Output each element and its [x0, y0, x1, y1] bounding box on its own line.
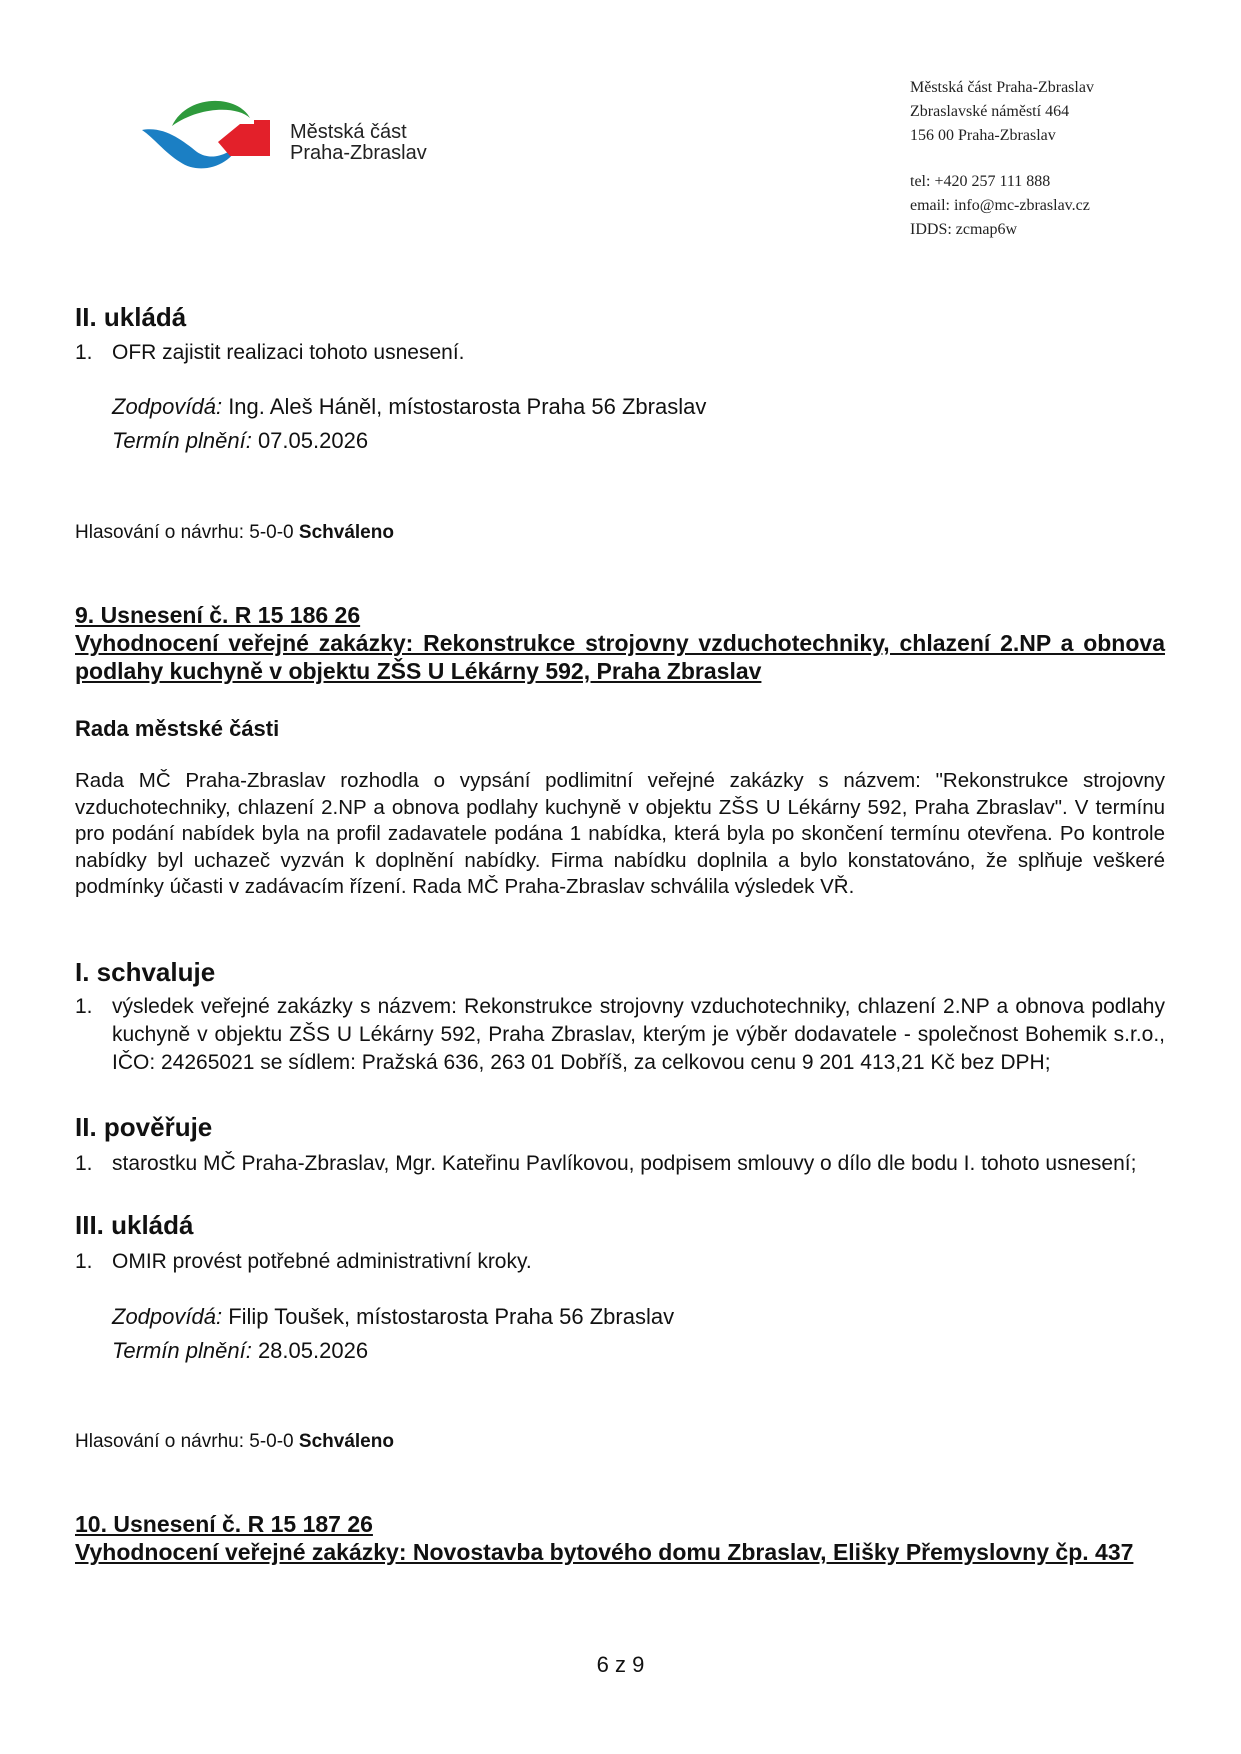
vote-line	[75, 522, 394, 544]
vote-result: Schváleno	[298, 522, 394, 543]
responsible-label: Zodpovídá:	[112, 1304, 223, 1329]
list-item-text: starostku MČ Praha-Zbraslav, Mgr. Kateřinu Pavlíkovou, podpisem smlouvy o dílo dle bodu I. tohoto usnesení;	[112, 1152, 1137, 1175]
list-item-number: 1.	[75, 995, 93, 1018]
list-item-number: 1.	[75, 341, 93, 364]
body-heading: Rada městské části	[75, 716, 280, 741]
logo-emblem-icon	[142, 96, 282, 176]
section-heading-approves: I. schvaluje	[75, 957, 216, 987]
deadline-label: Termín plnění:	[112, 428, 252, 453]
resolution-title: Vyhodnocení veřejné zakázky: Novostavba bytového domu Zbraslav, Elišky Přemyslovny čp. 437	[75, 1539, 1134, 1565]
section-heading-authorizes: II. pověřuje	[75, 1112, 213, 1142]
vote-result: Schváleno	[298, 1431, 394, 1452]
address-block	[910, 76, 1094, 242]
resolution-body-text: Rada MČ Praha-Zbraslav rozhodla o vypsání podlimitní veřejné zakázky s názvem: "Rekonstrukce strojovny vzduchotechniky, chlazení 2.NP a obnova podlahy kuchyně v objektu ZŠS U Lékárny 592, Praha Zbraslav". V termínu pro podání nabídek byla na profil zadavatele podána 1 nabídka, která byla po skončení termínu otevřena. Po kontrole nabídky byl uchazeč vyzván k doplnění nabídky. Firma nabídku doplnila a bylo konstatováno, že splňuje veškeré podmínky účasti v zadávacím řízení. Rada MČ Praha-Zbraslav schválila výsledek VŘ.	[75, 769, 1165, 898]
page-number: 6 z 9	[596, 1652, 645, 1677]
list-item-text: výsledek veřejné zakázky s názvem: Rekonstrukce strojovny vzduchotechniky, chlazení 2.NP a obnova podlahy kuchyně v objektu ZŠS U Lékárny 592, Praha Zbraslav, kterým je výběr dodavatele - společnost Bohemik s.r.o., IČO: 24265021 se sídlem: Pražská 636, 263 01 Dobříš, za celkovou cenu 9 201 413,21 Kč bez DPH;	[112, 995, 1165, 1074]
deadline-line	[112, 1336, 368, 1365]
address-line: 156 00 Praha-Zbraslav	[910, 127, 1056, 144]
logo-text-line2: Praha-Zbraslav	[290, 142, 427, 164]
responsible-value: Filip Toušek, místostarosta Praha 56 Zbraslav	[222, 1304, 675, 1329]
municipality-logo	[142, 96, 442, 176]
resolution-number: 9. Usnesení č. R 15 186 26	[75, 602, 361, 628]
deadline-value: 28.05.2026	[251, 1338, 369, 1363]
deadline-value: 07.05.2026	[251, 428, 369, 453]
list-item-number: 1.	[75, 1250, 93, 1273]
section-heading: II. ukládá	[75, 302, 187, 332]
contact-idds: IDDS: zcmap6w	[910, 221, 1018, 238]
vote-label: Hlasování o návrhu: 5-0-0	[75, 522, 299, 543]
list-item	[75, 1248, 1165, 1276]
contact-phone: tel: +420 257 111 888	[910, 173, 1051, 190]
list-item-text: OMIR provést potřebné administrativní kroky.	[112, 1250, 532, 1273]
logo-text	[290, 122, 427, 164]
responsible-line	[112, 392, 706, 421]
logo-text-line1: Městská část	[290, 121, 407, 143]
vote-label: Hlasování o návrhu: 5-0-0	[75, 1431, 299, 1452]
list-item	[75, 1150, 1165, 1178]
list-item-text: OFR zajistit realizaci tohoto usnesení.	[112, 341, 465, 364]
vote-line	[75, 1431, 394, 1453]
responsible-label: Zodpovídá:	[112, 394, 223, 419]
list-item-number: 1.	[75, 1152, 93, 1175]
contact-email: email: info@mc-zbraslav.cz	[910, 197, 1090, 214]
resolution-title: Vyhodnocení veřejné zakázky: Rekonstrukce strojovny vzduchotechniky, chlazení 2.NP a obnova podlahy kuchyně v objektu ZŠS U Lékárny 592, Praha Zbraslav	[75, 630, 1165, 684]
section-heading-orders: III. ukládá	[75, 1210, 194, 1240]
deadline-label: Termín plnění:	[112, 1338, 252, 1363]
address-line: Zbraslavské náměstí 464	[910, 103, 1070, 120]
responsible-line	[112, 1302, 674, 1331]
resolution-number: 10. Usnesení č. R 15 187 26	[75, 1511, 373, 1537]
deadline-line	[112, 426, 368, 455]
list-item	[75, 993, 1165, 1077]
responsible-value: Ing. Aleš Háněl, místostarosta Praha 56 Zbraslav	[222, 394, 707, 419]
address-line: Městská část Praha-Zbraslav	[910, 79, 1094, 96]
